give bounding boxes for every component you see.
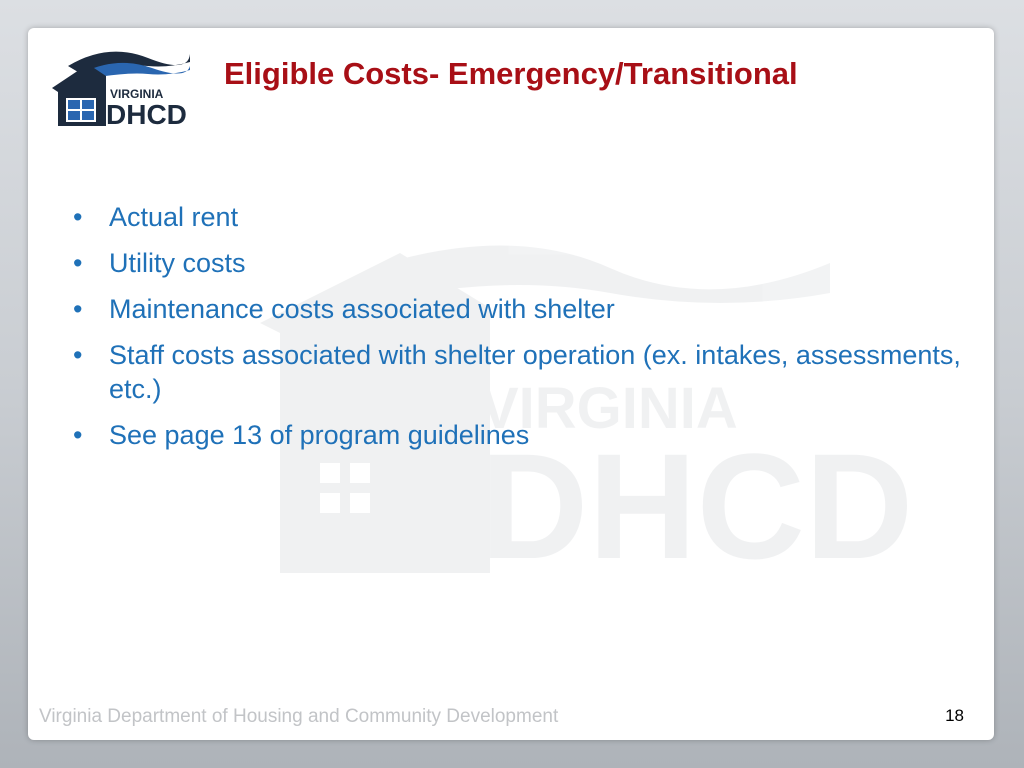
logo-top-text: VIRGINIA bbox=[110, 87, 164, 101]
bullet-item bbox=[73, 200, 973, 234]
bullet-dot: • bbox=[73, 248, 83, 278]
bullet-dot: • bbox=[73, 294, 83, 324]
slide bbox=[28, 28, 994, 740]
watermark-main-text: DHCD bbox=[480, 422, 914, 590]
bullet-item bbox=[73, 338, 973, 406]
page-number: 18 bbox=[945, 706, 964, 725]
bullet-dot: • bbox=[73, 420, 83, 450]
footer-organization: Virginia Department of Housing and Community Development bbox=[39, 706, 559, 727]
bullet-item bbox=[73, 246, 973, 280]
dhcd-logo bbox=[48, 38, 190, 130]
slide-title: Eligible Costs- Emergency/Transitional bbox=[224, 56, 798, 91]
bullet-text: See page 13 of program guidelines bbox=[109, 420, 530, 450]
bullet-text: Staff costs associated with shelter operation (ex. intakes, assessments, etc.) bbox=[109, 340, 961, 404]
bullet-dot: • bbox=[73, 202, 83, 232]
bullet-text: Maintenance costs associated with shelter bbox=[109, 294, 615, 324]
bullet-dot: • bbox=[73, 340, 83, 370]
bullet-text: Actual rent bbox=[109, 202, 239, 232]
bullet-item bbox=[73, 418, 973, 452]
bullet-list bbox=[73, 200, 973, 464]
watermark-top-text: VIRGINIA bbox=[480, 376, 738, 441]
bullet-text: Utility costs bbox=[109, 248, 246, 278]
logo-main-text: DHCD bbox=[106, 99, 187, 130]
bullet-item bbox=[73, 292, 973, 326]
